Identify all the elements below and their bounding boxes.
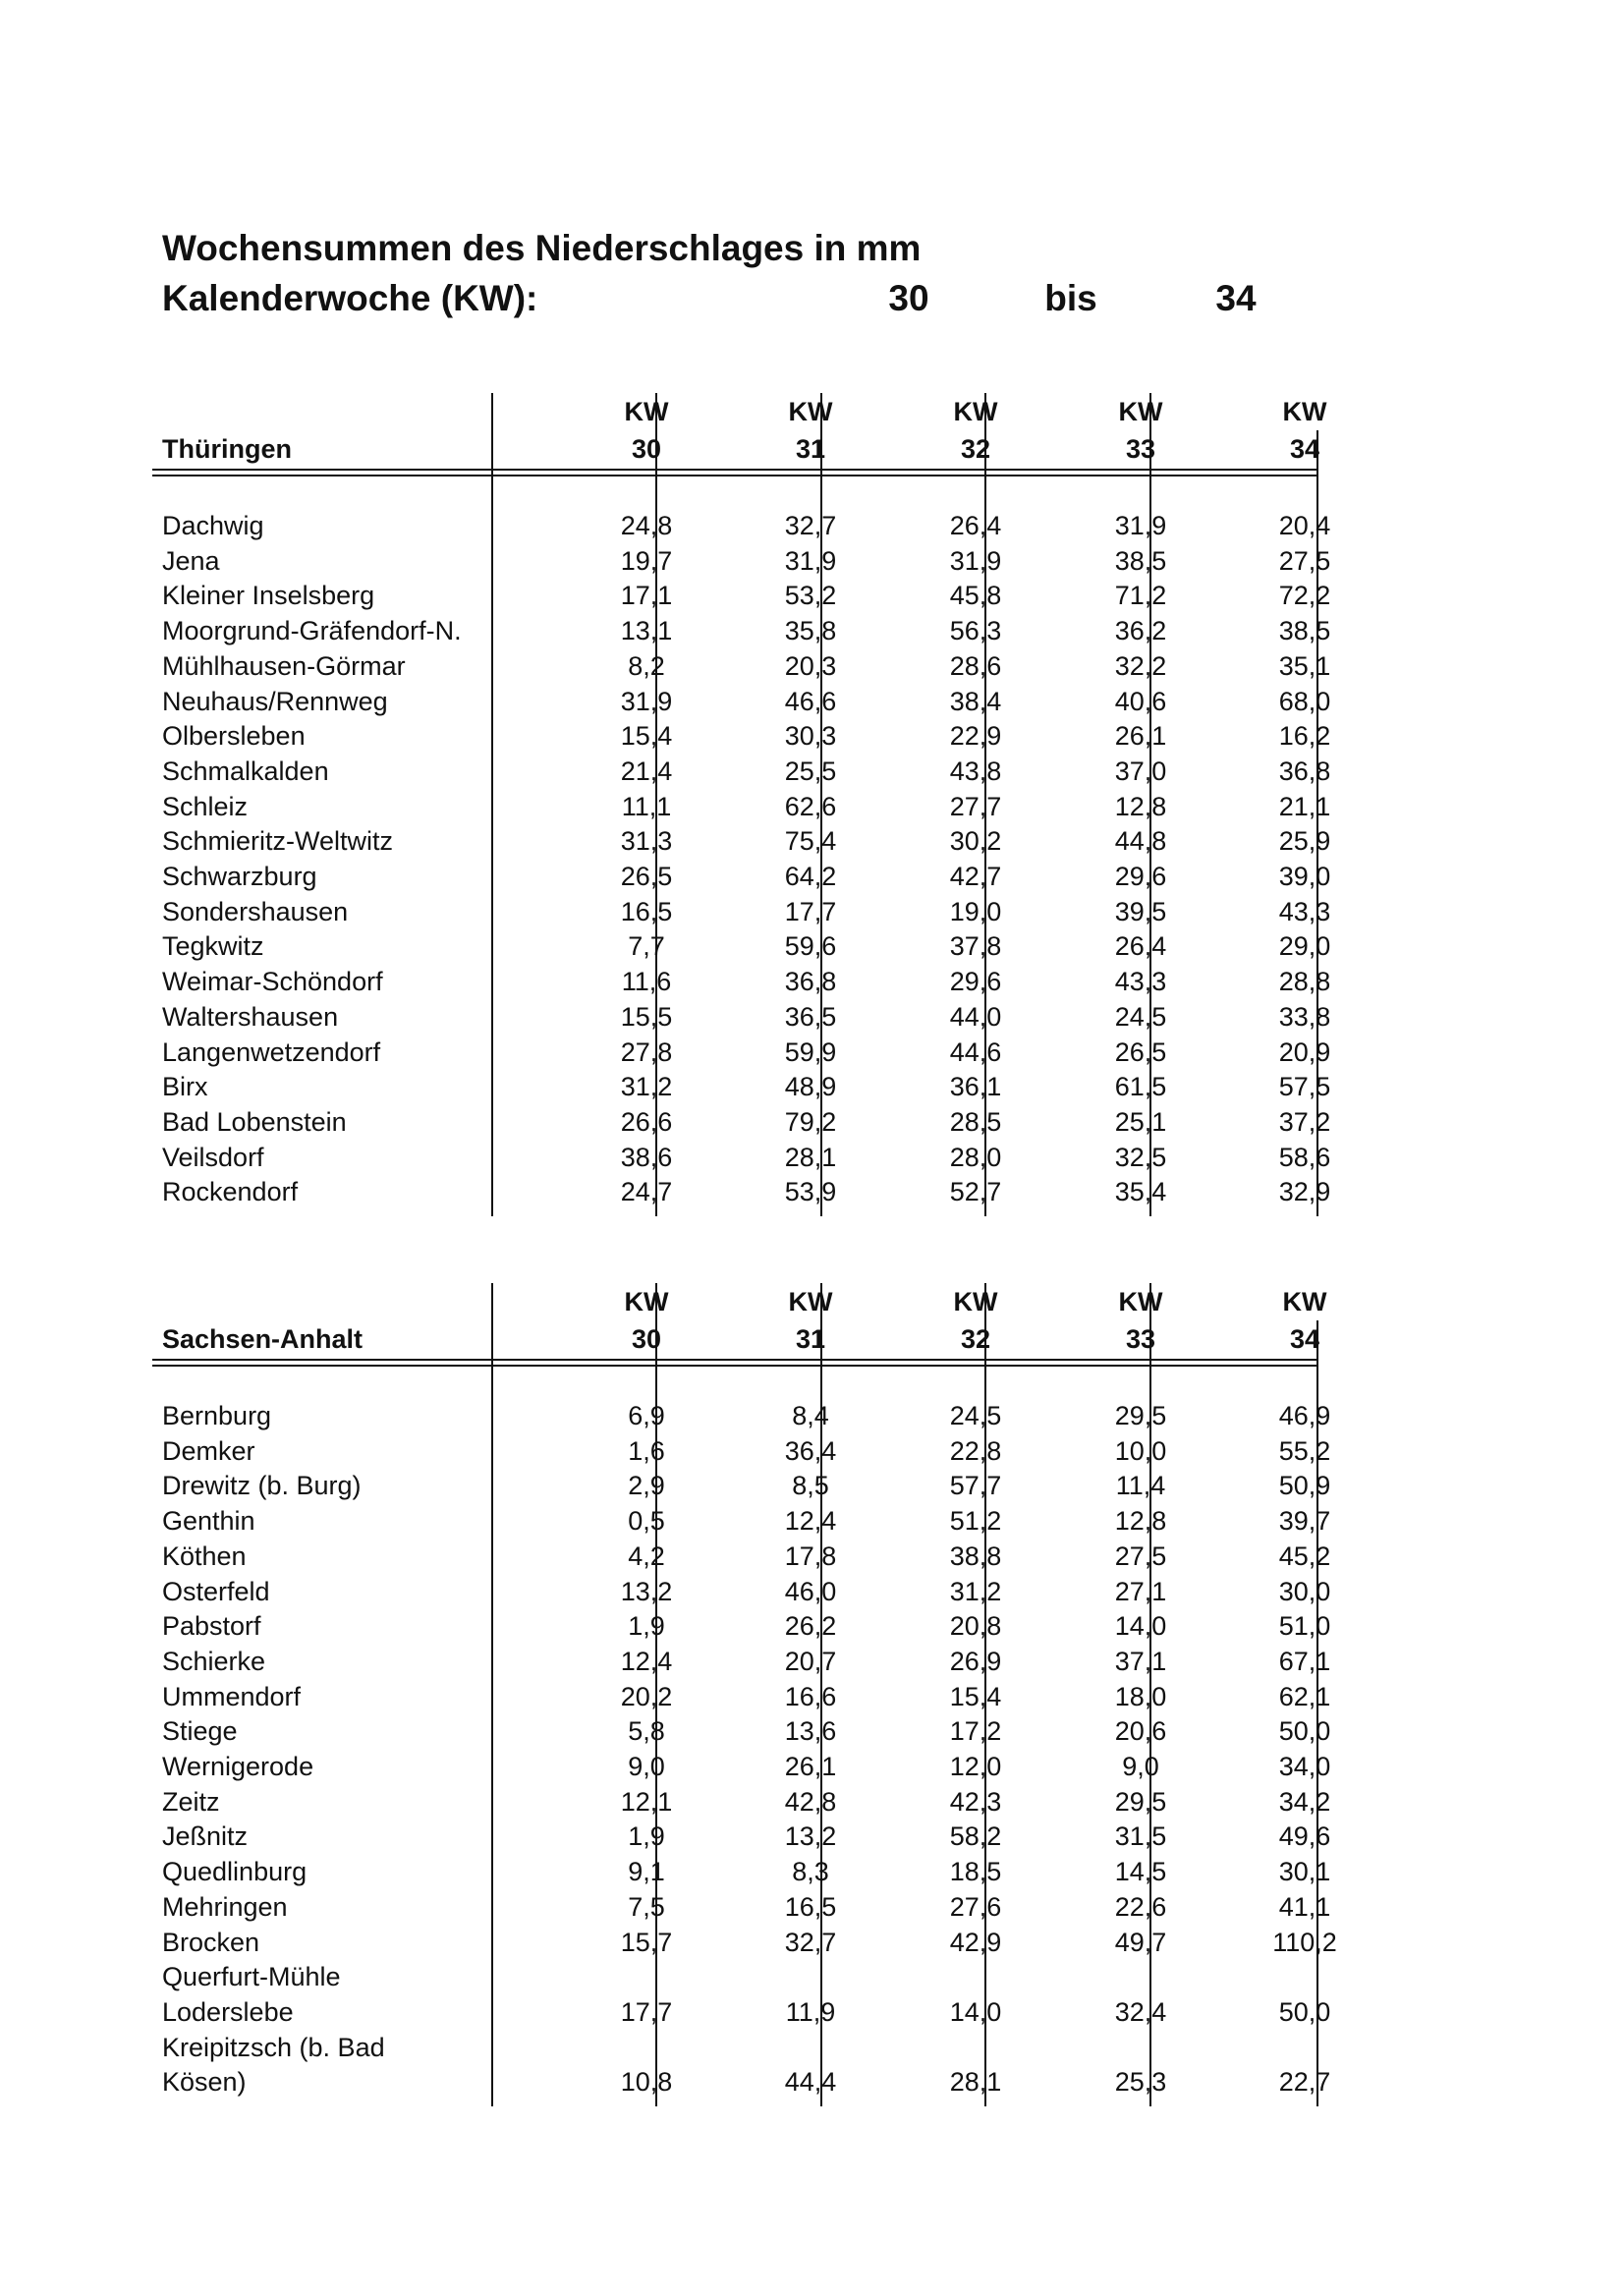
station-name: Schierke — [162, 1646, 266, 1676]
precipitation-value: 68,0 — [1278, 686, 1331, 716]
station-name: Neuhaus/Rennweg — [162, 686, 388, 716]
precipitation-value: 1,9 — [628, 1611, 665, 1642]
station-name: Genthin — [162, 1506, 255, 1537]
precipitation-value: 7,7 — [628, 931, 665, 962]
precipitation-value: 16,5 — [784, 1891, 837, 1922]
station-name: Kösen) — [162, 2067, 247, 2098]
precipitation-value: 36,4 — [784, 1435, 837, 1466]
precipitation-value: 19,7 — [620, 545, 673, 576]
station-name: Moorgrund-Gräfendorf-N. — [162, 616, 462, 646]
precipitation-value: 43,3 — [1278, 896, 1331, 926]
precipitation-value: 31,2 — [620, 1072, 673, 1102]
column-header-week: 33 — [1125, 1324, 1156, 1354]
precipitation-value: 46,0 — [784, 1576, 837, 1606]
station-name: Schleiz — [162, 791, 249, 821]
station-name: Querfurt-Mühle — [162, 1962, 341, 1992]
station-name: Bernburg — [162, 1401, 272, 1430]
week-bis: bis — [1044, 278, 1097, 318]
precipitation-value: 32,9 — [1278, 1177, 1331, 1207]
precipitation-value: 46,6 — [784, 686, 837, 716]
precipitation-table — [152, 393, 1331, 1216]
precipitation-value: 25,3 — [1114, 2067, 1167, 2098]
precipitation-value: 28,8 — [1278, 967, 1331, 997]
precipitation-value: 1,6 — [628, 1435, 665, 1466]
precipitation-value: 30,3 — [784, 721, 837, 752]
precipitation-value: 24,5 — [1114, 1001, 1167, 1032]
precipitation-value: 8,2 — [628, 650, 665, 681]
week-from: 30 — [888, 278, 929, 318]
precipitation-value: 58,2 — [949, 1821, 1002, 1852]
precipitation-value: 31,9 — [784, 545, 837, 576]
column-header-kw: KW — [624, 1287, 669, 1316]
precipitation-value: 30,0 — [1278, 1576, 1331, 1606]
station-name: Bad Lobenstein — [162, 1106, 347, 1137]
precipitation-value: 26,2 — [784, 1611, 837, 1642]
precipitation-value: 39,7 — [1278, 1506, 1331, 1537]
precipitation-value: 26,1 — [784, 1752, 837, 1781]
column-header-kw: KW — [1118, 397, 1163, 426]
precipitation-value: 20,9 — [1278, 1036, 1331, 1067]
precipitation-value: 62,1 — [1278, 1681, 1331, 1711]
precipitation-value: 17,7 — [784, 896, 837, 926]
precipitation-value: 20,3 — [784, 650, 837, 681]
precipitation-value: 48,9 — [784, 1072, 837, 1102]
precipitation-value: 26,1 — [1114, 721, 1167, 752]
precipitation-value: 38,4 — [949, 686, 1002, 716]
station-name: Drewitz (b. Burg) — [162, 1471, 362, 1501]
station-name: Ummendorf — [162, 1681, 302, 1711]
column-header-kw: KW — [788, 1287, 833, 1316]
column-header-week: 34 — [1289, 434, 1320, 464]
station-name: Stiege — [162, 1716, 238, 1747]
precipitation-value: 71,2 — [1114, 581, 1167, 611]
precipitation-value: 42,7 — [949, 862, 1002, 891]
precipitation-value: 27,1 — [1114, 1576, 1167, 1606]
precipitation-value: 55,2 — [1278, 1435, 1331, 1466]
precipitation-value: 27,5 — [1114, 1540, 1167, 1571]
precipitation-value: 20,4 — [1278, 511, 1331, 540]
precipitation-value: 20,7 — [784, 1646, 837, 1676]
precipitation-value: 17,2 — [949, 1716, 1002, 1747]
precipitation-value: 30,1 — [1278, 1857, 1331, 1887]
column-header-week: 30 — [631, 1324, 662, 1354]
precipitation-value: 26,5 — [620, 862, 673, 891]
precipitation-value: 10,0 — [1114, 1435, 1167, 1466]
station-name: Rockendorf — [162, 1177, 299, 1207]
column-header-kw: KW — [788, 397, 833, 426]
precipitation-value: 12,8 — [1114, 1506, 1167, 1537]
precipitation-value: 34,2 — [1278, 1786, 1331, 1817]
station-name: Waltershausen — [162, 1001, 339, 1032]
precipitation-table — [152, 1283, 1337, 2106]
precipitation-value: 36,8 — [784, 967, 837, 997]
station-name: Loderslebe — [162, 1996, 294, 2027]
precipitation-value: 31,9 — [1114, 511, 1167, 540]
station-name: Kleiner Inselsberg — [162, 581, 375, 611]
precipitation-value: 14,0 — [949, 1996, 1002, 2027]
week-to: 34 — [1215, 278, 1257, 318]
precipitation-value: 28,5 — [949, 1106, 1002, 1137]
precipitation-value: 20,8 — [949, 1611, 1002, 1642]
precipitation-value: 43,8 — [949, 756, 1002, 786]
precipitation-value: 59,6 — [784, 931, 837, 962]
precipitation-value: 28,0 — [949, 1142, 1002, 1172]
precipitation-value: 45,8 — [949, 581, 1002, 611]
precipitation-value: 50,9 — [1278, 1471, 1331, 1501]
precipitation-value: 31,9 — [620, 686, 673, 716]
precipitation-value: 32,2 — [1114, 650, 1167, 681]
precipitation-value: 14,5 — [1114, 1857, 1167, 1887]
precipitation-value: 64,2 — [784, 862, 837, 891]
precipitation-value: 17,1 — [620, 581, 673, 611]
precipitation-value: 67,1 — [1278, 1646, 1331, 1676]
precipitation-value: 59,9 — [784, 1036, 837, 1067]
precipitation-value: 39,5 — [1114, 896, 1167, 926]
precipitation-value: 34,0 — [1278, 1752, 1331, 1781]
precipitation-value: 21,4 — [620, 756, 673, 786]
column-header-kw: KW — [1282, 1287, 1327, 1316]
precipitation-value: 18,0 — [1114, 1681, 1167, 1711]
precipitation-value: 12,4 — [620, 1646, 673, 1676]
precipitation-value: 24,5 — [949, 1401, 1002, 1430]
column-header-week: 31 — [795, 434, 826, 464]
precipitation-value: 18,5 — [949, 1857, 1002, 1887]
precipitation-value: 32,5 — [1114, 1142, 1167, 1172]
precipitation-value: 37,1 — [1114, 1646, 1167, 1676]
precipitation-value: 50,0 — [1278, 1716, 1331, 1747]
column-header-kw: KW — [953, 397, 998, 426]
precipitation-value: 57,7 — [949, 1471, 1002, 1501]
station-name: Sondershausen — [162, 896, 349, 926]
header-rule — [152, 1359, 1316, 1361]
precipitation-value: 9,0 — [1122, 1752, 1159, 1781]
column-header-week: 30 — [631, 434, 662, 464]
page-title: Wochensummen des Niederschlages in mm — [162, 228, 922, 268]
precipitation-value: 17,8 — [784, 1540, 837, 1571]
precipitation-value: 11,9 — [785, 1996, 836, 2027]
station-name: Mühlhausen-Görmar — [162, 650, 406, 681]
precipitation-value: 13,1 — [620, 616, 673, 646]
precipitation-value: 13,2 — [620, 1576, 673, 1606]
precipitation-value: 29,5 — [1114, 1401, 1167, 1430]
station-name: Langenwetzendorf — [162, 1036, 381, 1067]
header-rule — [152, 469, 1316, 471]
precipitation-value: 25,9 — [1278, 826, 1331, 857]
precipitation-value: 57,5 — [1278, 1072, 1331, 1102]
precipitation-value: 26,5 — [1114, 1036, 1167, 1067]
station-name: Brocken — [162, 1927, 260, 1957]
precipitation-value: 43,3 — [1114, 967, 1167, 997]
precipitation-value: 44,8 — [1114, 826, 1167, 857]
precipitation-value: 56,3 — [949, 616, 1002, 646]
precipitation-value: 36,5 — [784, 1001, 837, 1032]
precipitation-value: 16,5 — [620, 896, 673, 926]
precipitation-value: 27,6 — [949, 1891, 1002, 1922]
precipitation-value: 29,5 — [1114, 1786, 1167, 1817]
precipitation-value: 16,2 — [1278, 721, 1331, 752]
precipitation-value: 22,9 — [949, 721, 1002, 752]
precipitation-value: 42,8 — [784, 1786, 837, 1817]
station-name: Osterfeld — [162, 1576, 270, 1606]
precipitation-value: 15,4 — [949, 1681, 1002, 1711]
station-name: Mehringen — [162, 1891, 288, 1922]
precipitation-value: 1,9 — [628, 1821, 665, 1852]
precipitation-value: 36,2 — [1114, 616, 1167, 646]
precipitation-value: 35,8 — [784, 616, 837, 646]
precipitation-value: 42,3 — [949, 1786, 1002, 1817]
precipitation-value: 27,5 — [1278, 545, 1331, 576]
precipitation-value: 13,6 — [784, 1716, 837, 1747]
station-name: Kreipitzsch (b. Bad — [162, 2032, 385, 2062]
precipitation-value: 31,5 — [1114, 1821, 1167, 1852]
precipitation-value: 22,7 — [1278, 2067, 1331, 2098]
precipitation-value: 22,6 — [1114, 1891, 1167, 1922]
precipitation-value: 28,1 — [784, 1142, 837, 1172]
precipitation-value: 44,0 — [949, 1001, 1002, 1032]
precipitation-value: 62,6 — [784, 791, 837, 821]
precipitation-value: 26,4 — [1114, 931, 1167, 962]
station-name: Zeitz — [162, 1786, 220, 1817]
precipitation-value: 12,1 — [620, 1786, 673, 1817]
column-divider — [491, 393, 493, 1216]
station-name: Birx — [162, 1072, 208, 1102]
station-name: Olbersleben — [162, 721, 306, 752]
precipitation-value: 26,6 — [620, 1106, 673, 1137]
precipitation-value: 24,8 — [620, 511, 673, 540]
precipitation-value: 61,5 — [1114, 1072, 1167, 1102]
precipitation-value: 20,2 — [620, 1681, 673, 1711]
precipitation-value: 8,5 — [792, 1471, 829, 1501]
precipitation-value: 32,7 — [784, 1927, 837, 1957]
precipitation-value: 12,8 — [1114, 791, 1167, 821]
precipitation-value: 8,3 — [792, 1857, 829, 1887]
precipitation-value: 30,2 — [949, 826, 1002, 857]
precipitation-value: 8,4 — [792, 1401, 829, 1430]
precipitation-value: 42,9 — [949, 1927, 1002, 1957]
precipitation-value: 79,2 — [784, 1106, 837, 1137]
precipitation-value: 20,6 — [1114, 1716, 1167, 1747]
precipitation-value: 36,8 — [1278, 756, 1331, 786]
precipitation-value: 25,1 — [1114, 1106, 1167, 1137]
station-name: Jeßnitz — [162, 1821, 249, 1852]
precipitation-value: 13,2 — [784, 1821, 837, 1852]
station-name: Jena — [162, 545, 220, 576]
precipitation-value: 35,1 — [1278, 650, 1331, 681]
precipitation-value: 29,6 — [949, 967, 1002, 997]
column-header-week: 34 — [1289, 1324, 1320, 1354]
precipitation-value: 36,1 — [949, 1072, 1002, 1102]
precipitation-value: 38,5 — [1114, 545, 1167, 576]
precipitation-value: 31,2 — [949, 1576, 1002, 1606]
precipitation-value: 11,6 — [621, 967, 672, 997]
column-header-week: 33 — [1125, 434, 1156, 464]
precipitation-value: 37,0 — [1114, 756, 1167, 786]
precipitation-value: 53,9 — [784, 1177, 837, 1207]
precipitation-value: 16,6 — [784, 1681, 837, 1711]
precipitation-value: 19,0 — [949, 896, 1002, 926]
station-name: Schwarzburg — [162, 862, 317, 891]
precipitation-value: 37,8 — [949, 931, 1002, 962]
precipitation-value: 38,6 — [620, 1142, 673, 1172]
precipitation-value: 72,2 — [1278, 581, 1331, 611]
precipitation-value: 9,0 — [628, 1752, 665, 1781]
station-name: Quedlinburg — [162, 1857, 308, 1887]
precipitation-value: 6,9 — [628, 1401, 665, 1430]
precipitation-value: 37,2 — [1278, 1106, 1331, 1137]
precipitation-value: 5,8 — [628, 1716, 665, 1747]
precipitation-value: 45,2 — [1278, 1540, 1331, 1571]
precipitation-value: 0,5 — [628, 1506, 665, 1537]
precipitation-value: 26,9 — [949, 1646, 1002, 1676]
precipitation-value: 32,7 — [784, 511, 837, 540]
precipitation-value: 49,6 — [1278, 1821, 1331, 1852]
header-rule — [152, 1365, 1316, 1367]
precipitation-value: 22,8 — [949, 1435, 1002, 1466]
precipitation-value: 50,0 — [1278, 1996, 1331, 2027]
precipitation-value: 24,7 — [620, 1177, 673, 1207]
precipitation-value: 35,4 — [1114, 1177, 1167, 1207]
station-name: Demker — [162, 1435, 255, 1466]
precipitation-value: 53,2 — [784, 581, 837, 611]
column-divider — [491, 1283, 493, 2106]
precipitation-value: 21,1 — [1278, 791, 1331, 821]
column-header-week: 32 — [960, 434, 991, 464]
precipitation-value: 27,7 — [949, 791, 1002, 821]
column-header-kw: KW — [1282, 397, 1327, 426]
precipitation-value: 39,0 — [1278, 862, 1331, 891]
precipitation-value: 10,8 — [620, 2067, 673, 2098]
precipitation-value: 26,4 — [949, 511, 1002, 540]
precipitation-value: 33,8 — [1278, 1001, 1331, 1032]
precipitation-value: 46,9 — [1278, 1401, 1331, 1430]
precipitation-value: 15,5 — [620, 1001, 673, 1032]
station-name: Schmalkalden — [162, 756, 329, 786]
precipitation-value: 32,4 — [1114, 1996, 1167, 2027]
precipitation-value: 4,2 — [628, 1540, 665, 1571]
precipitation-value: 29,6 — [1114, 862, 1167, 891]
precipitation-value: 25,5 — [784, 756, 837, 786]
precipitation-value: 49,7 — [1114, 1927, 1167, 1957]
station-name: Tegkwitz — [162, 931, 264, 962]
precipitation-value: 75,4 — [784, 826, 837, 857]
region-header: Thüringen — [162, 434, 292, 464]
precipitation-value: 38,8 — [949, 1540, 1002, 1571]
column-header-kw: KW — [1118, 1287, 1163, 1316]
precipitation-value: 31,9 — [949, 545, 1002, 576]
precipitation-value: 7,5 — [628, 1891, 665, 1922]
header-rule — [152, 475, 1316, 476]
precipitation-value: 15,4 — [620, 721, 673, 752]
precipitation-value: 51,2 — [949, 1506, 1002, 1537]
precipitation-value: 9,1 — [628, 1857, 665, 1887]
precipitation-value: 44,4 — [784, 2067, 837, 2098]
column-header-week: 31 — [795, 1324, 826, 1354]
precipitation-value: 12,4 — [784, 1506, 837, 1537]
station-name: Weimar-Schöndorf — [162, 967, 383, 997]
column-header-kw: KW — [953, 1287, 998, 1316]
precipitation-value: 31,3 — [620, 826, 673, 857]
precipitation-value: 52,7 — [949, 1177, 1002, 1207]
precipitation-value: 29,0 — [1278, 931, 1331, 962]
precipitation-value: 41,1 — [1278, 1891, 1331, 1922]
region-header: Sachsen-Anhalt — [162, 1324, 364, 1354]
precipitation-value: 44,6 — [949, 1036, 1002, 1067]
station-name: Veilsdorf — [162, 1142, 264, 1172]
column-header-kw: KW — [624, 397, 669, 426]
station-name: Schmieritz-Weltwitz — [162, 826, 394, 857]
precipitation-value: 28,1 — [949, 2067, 1002, 2098]
station-name: Pabstorf — [162, 1611, 261, 1642]
precipitation-value: 27,8 — [620, 1036, 673, 1067]
station-name: Köthen — [162, 1540, 247, 1571]
precipitation-value: 28,6 — [949, 650, 1002, 681]
precipitation-value: 17,7 — [620, 1996, 673, 2027]
precipitation-value: 14,0 — [1114, 1611, 1167, 1642]
precipitation-value: 2,9 — [628, 1471, 665, 1501]
precipitation-value: 15,7 — [620, 1927, 673, 1957]
column-header-week: 32 — [960, 1324, 991, 1354]
precipitation-value: 38,5 — [1278, 616, 1331, 646]
station-name: Wernigerode — [162, 1752, 314, 1781]
precipitation-value: 11,1 — [621, 791, 672, 821]
precipitation-value: 51,0 — [1278, 1611, 1331, 1642]
week-range-label: Kalenderwoche (KW): — [162, 278, 538, 318]
precipitation-value: 40,6 — [1114, 686, 1167, 716]
precipitation-value: 110,2 — [1272, 1927, 1337, 1957]
precipitation-value: 12,0 — [949, 1752, 1002, 1781]
precipitation-value: 11,4 — [1115, 1471, 1166, 1501]
precipitation-value: 58,6 — [1278, 1142, 1331, 1172]
station-name: Dachwig — [162, 511, 264, 540]
